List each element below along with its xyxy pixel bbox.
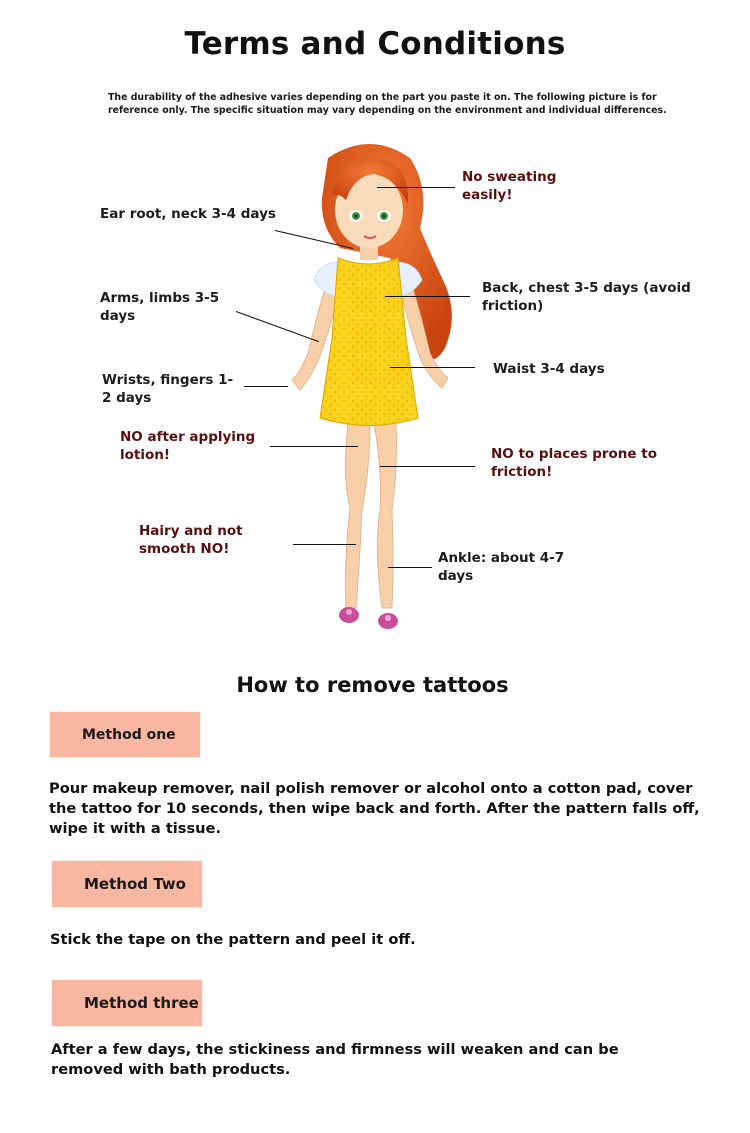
label-ankle: Ankle: about 4-7 days <box>438 550 565 584</box>
line-no-friction <box>380 466 475 467</box>
label-no-friction: NO to places prone to friction! <box>491 446 657 480</box>
line-wrists <box>244 386 288 387</box>
line-back-chest <box>385 296 470 297</box>
method-three-text: After a few days, the stickiness and firmness will weaken and can be removed with bath products. <box>51 1041 619 1078</box>
label-waist: Waist 3-4 days <box>493 361 605 377</box>
label-arms: Arms, limbs 3-5 days <box>100 290 220 324</box>
line-no-sweating <box>377 187 455 188</box>
right-leg <box>374 423 397 608</box>
line-no-lotion <box>270 446 358 447</box>
disclaimer-text: The durability of the adhesive varies depending on the part you paste it on. The following picture is for reference only. The specific situation may vary depending on the environment and individual differences. <box>108 92 667 116</box>
label-ear-neck: Ear root, neck 3-4 days <box>100 206 276 222</box>
line-hairy <box>293 544 356 545</box>
method-one-label: Method one <box>82 726 176 743</box>
left-leg <box>345 423 370 608</box>
line-ankle <box>388 567 432 568</box>
label-wrists: Wrists, fingers 1-2 days <box>102 372 234 406</box>
method-three-box <box>52 980 202 1026</box>
label-back-chest: Back, chest 3-5 days (avoid friction) <box>482 280 691 314</box>
label-no-sweating: No sweating easily! <box>462 169 557 203</box>
method-three-label: Method three <box>84 994 199 1012</box>
label-no-lotion: NO after applying lotion! <box>120 429 256 463</box>
method-two-label: Method Two <box>84 875 186 893</box>
method-one-text: Pour makeup remover, nail polish remover or alcohol onto a cotton pad, cover the tattoo for 10 seconds, then wipe back and forth. After the pattern falls off, wipe it with a tissue. <box>49 780 700 837</box>
page-title: Terms and Conditions <box>184 26 566 62</box>
label-hairy: Hairy and not smooth NO! <box>139 523 243 557</box>
method-two-text: Stick the tape on the pattern and peel it off. <box>50 931 416 948</box>
section-heading: How to remove tattoos <box>236 673 509 697</box>
method-two-box <box>52 861 202 907</box>
line-waist <box>390 367 475 368</box>
method-one-box <box>50 712 200 757</box>
